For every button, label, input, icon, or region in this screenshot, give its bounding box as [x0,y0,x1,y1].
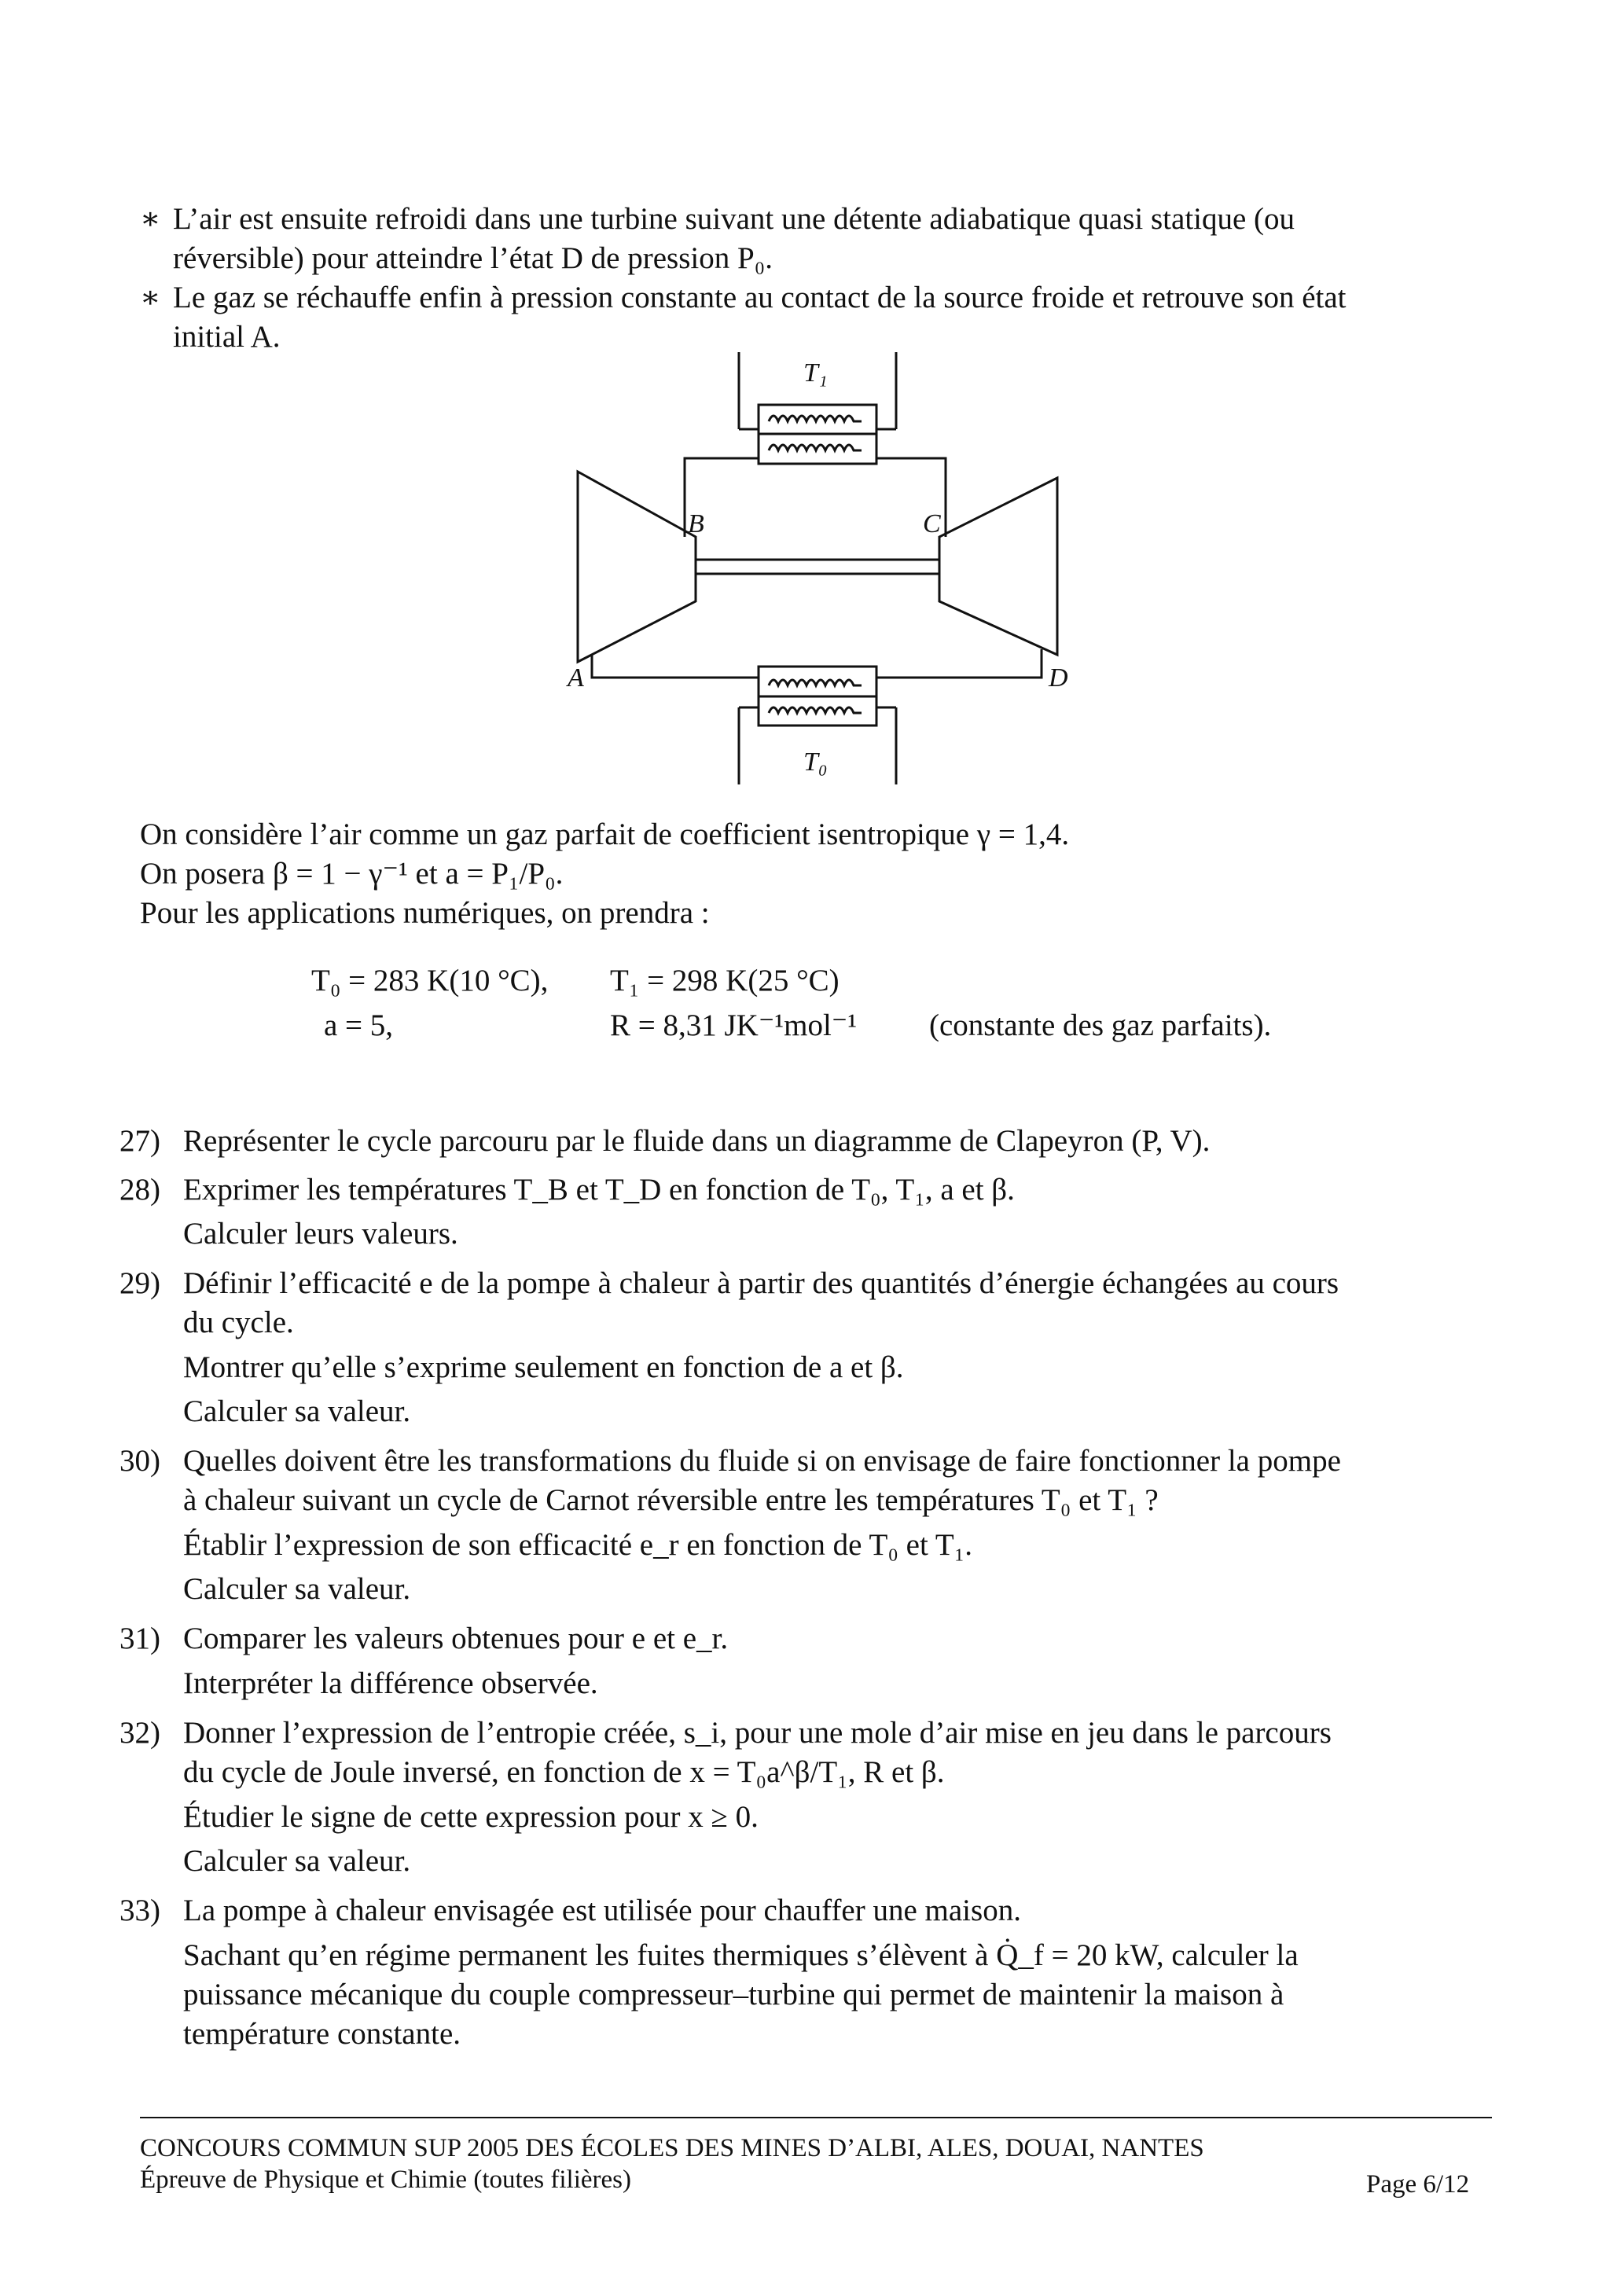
compressor [578,472,696,662]
bullet-star-icon: ∗ [140,202,161,236]
question-line: Interpréter la différence observée. [183,1666,598,1700]
value-T0: T₀ = 283 K(10 °C), [311,964,549,997]
hot-coil-lower [769,445,862,450]
label-T0: T₀ [803,748,828,777]
question-line: Sachant qu’en régime permanent les fuites thermiques s’élèvent à Q̇_f = 20 kW, calculer la [183,1938,1299,1972]
question-line: Donner l’expression de l’entropie créée, s_i, pour une mole d’air mise en jeu dans le parcours [183,1716,1332,1750]
question-number: 33) [119,1894,160,1927]
question-line: à chaleur suivant un cycle de Carnot réversible entre les températures T₀ et T₁ ? [183,1483,1159,1517]
question-line: Quelles doivent être les transformations du fluide si on envisage de faire fonctionner la pompe [183,1444,1341,1478]
bullet-heating-line1: Le gaz se réchauffe enfin à pression constante au contact de la source froide et retrouve son état [173,281,1347,314]
value-R: R = 8,31 JK⁻¹mol⁻¹ [610,1008,858,1042]
question-number: 27) [119,1124,160,1158]
bullet-turbine-line2: réversible) pour atteindre l’état D de pression P₀. [173,241,773,275]
question-line: Comparer les valeurs obtenues pour e et e_r. [183,1622,729,1655]
footer-exam-title: CONCOURS COMMUN SUP 2005 DES ÉCOLES DES MINES D’ALBI, ALES, DOUAI, NANTES [140,2134,1204,2162]
intro-line-applications: Pour les applications numériques, on prendra : [140,896,710,930]
question-line: La pompe à chaleur envisagée est utilisée pour chauffer une maison. [183,1894,1021,1927]
question-line: du cycle. [183,1306,294,1339]
question-line: Calculer sa valeur. [183,1572,411,1606]
question-line: Exprimer les températures T_B et T_D en fonction de T₀, T₁, a et β. [183,1173,1015,1207]
question-line: Définir l’efficacité e de la pompe à chaleur à partir des quantités d’énergie échangées au cours [183,1266,1339,1300]
question-line: Calculer sa valeur. [183,1394,411,1428]
footer-exam-subtitle: Épreuve de Physique et Chimie (toutes filières) [140,2166,632,2194]
cold-coil-lower [769,707,862,713]
label-C: C [923,509,941,538]
question-number: 30) [119,1444,160,1478]
hot-coil-upper [769,416,862,421]
label-B: B [688,509,704,538]
intro-line-gamma: On considère l’air comme un gaz parfait de coefficient isentropique γ = 1,4. [140,817,1070,851]
question-number: 32) [119,1716,160,1750]
question-number: 28) [119,1173,160,1207]
footer-divider [140,2117,1492,2118]
question-number: 29) [119,1266,160,1300]
question-line: Calculer leurs valeurs. [183,1217,458,1251]
intro-line-beta: On posera β = 1 − γ⁻¹ et a = P₁/P₀. [140,857,564,891]
label-A: A [568,663,584,692]
value-R-note: (constante des gaz parfaits). [929,1008,1272,1042]
label-T1: T₁ [803,358,828,388]
question-line: Montrer qu’elle s’exprime seulement en fonction de a et β. [183,1350,904,1384]
value-a: a = 5, [324,1008,394,1042]
question-line: Étudier le signe de cette expression pour x ≥ 0. [183,1800,759,1834]
question-line: température constante. [183,2017,461,2051]
question-line: du cycle de Joule inversé, en fonction de x = T₀a^β/T₁, R et β. [183,1755,945,1789]
question-line: Calculer sa valeur. [183,1844,411,1878]
question-line: Représenter le cycle parcouru par le fluide dans un diagramme de Clapeyron (P, V). [183,1124,1211,1158]
bullet-heating-line2: initial A. [173,320,281,354]
footer-page-number: Page 6/12 [1366,2170,1470,2199]
question-number: 31) [119,1622,160,1655]
bullet-star-icon: ∗ [140,281,161,314]
cold-coil-upper [769,680,862,685]
joule-cycle-diagram [550,346,1085,794]
label-D: D [1049,663,1068,692]
question-line: puissance mécanique du couple compresseur–turbine qui permet de maintenir la maison à [183,1978,1284,2011]
turbine [939,478,1057,655]
value-T1: T₁ = 298 K(25 °C) [610,964,840,997]
question-line: Établir l’expression de son efficacité e_r en fonction de T₀ et T₁. [183,1528,973,1562]
bullet-turbine-line1: L’air est ensuite refroidi dans une turbine suivant une détente adiabatique quasi statique (ou [173,202,1295,236]
